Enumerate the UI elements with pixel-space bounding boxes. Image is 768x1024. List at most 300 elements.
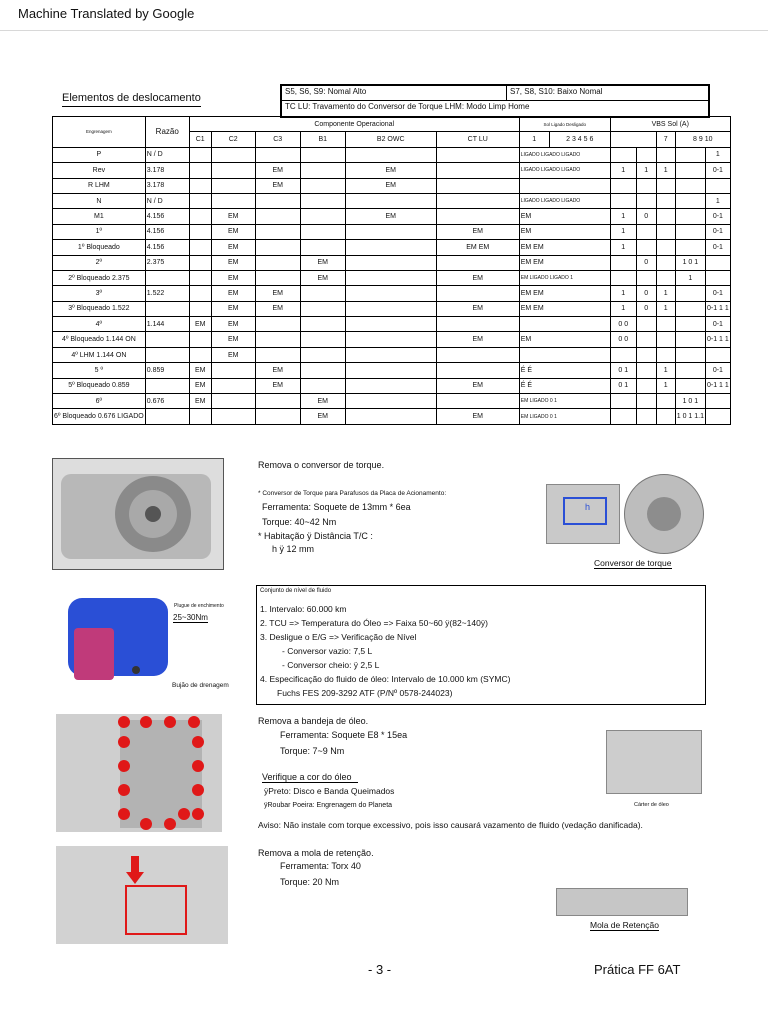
fluid-line-5: - Conversor cheio: ÿ 2,5 L bbox=[282, 660, 380, 670]
table-cell bbox=[656, 394, 675, 409]
table-cell: 0 bbox=[636, 255, 656, 270]
table-cell bbox=[656, 147, 675, 162]
table-cell bbox=[675, 147, 705, 162]
table-cell: 0 0 bbox=[610, 332, 636, 347]
table-cell: EM bbox=[345, 178, 436, 193]
fluid-line-3: 3. Desligue o E/G => Verificação de Nível bbox=[260, 632, 417, 642]
table-cell bbox=[675, 363, 705, 378]
note-cell-right bbox=[507, 86, 708, 101]
sec1-housing: * Habitação ÿ Distância T/C : bbox=[258, 531, 373, 541]
table-cell: EM bbox=[519, 224, 610, 239]
table-cell bbox=[705, 270, 730, 285]
table-cell: Rev bbox=[53, 163, 146, 178]
table-cell: 0 1 bbox=[610, 378, 636, 393]
table-cell: 3º bbox=[53, 286, 146, 301]
table-cell bbox=[636, 378, 656, 393]
table-cell: EM bbox=[436, 224, 519, 239]
table-cell bbox=[345, 301, 436, 316]
table-row bbox=[53, 332, 731, 347]
table-cell: 0-1 bbox=[705, 363, 730, 378]
table-cell bbox=[656, 224, 675, 239]
table-cell bbox=[300, 286, 345, 301]
table-cell: EM bbox=[300, 409, 345, 424]
table-cell: 1 bbox=[610, 209, 636, 224]
sub-header-cell: C1 bbox=[189, 132, 211, 147]
note-left: S5, S6, S9: Nomal Alto bbox=[285, 87, 367, 96]
table-cell: 4.156 bbox=[145, 240, 189, 255]
torque-converter-photo bbox=[624, 474, 704, 554]
table-cell bbox=[145, 347, 189, 362]
table-cell: EM LIGADO LIGADO 1 bbox=[519, 270, 610, 285]
sec1-tool: Ferramenta: Soquete de 13mm * 6ea bbox=[262, 502, 411, 512]
table-cell bbox=[300, 224, 345, 239]
bolt-marker bbox=[192, 760, 204, 772]
table-cell: EM bbox=[436, 270, 519, 285]
table-row bbox=[53, 301, 731, 316]
table-cell bbox=[300, 193, 345, 208]
table-cell: EM EM bbox=[519, 240, 610, 255]
table-cell: 4º LHM 1.144 ON bbox=[53, 347, 146, 362]
sub-header-cell: B1 bbox=[300, 132, 345, 147]
sec3-torque: Torque: 7~9 Nm bbox=[280, 746, 345, 756]
bolt-marker bbox=[164, 716, 176, 728]
table-cell bbox=[610, 147, 636, 162]
table-cell bbox=[675, 347, 705, 362]
table-cell bbox=[519, 347, 610, 362]
table-cell: 0-1 1 1 bbox=[705, 301, 730, 316]
oil-pan-bolts-photo bbox=[56, 714, 222, 832]
table-cell bbox=[675, 178, 705, 193]
table-cell bbox=[436, 394, 519, 409]
fluid-line-2: 2. TCU => Temperatura do Óleo => Faixa 50~60 ÿ(82~140ÿ) bbox=[260, 618, 488, 628]
table-cell bbox=[705, 178, 730, 193]
table-cell: EM bbox=[345, 163, 436, 178]
table-row bbox=[53, 193, 731, 208]
table-cell: EM bbox=[211, 270, 255, 285]
table-cell: 1 bbox=[705, 147, 730, 162]
table-cell: 0-1 1 1 bbox=[705, 378, 730, 393]
table-cell bbox=[656, 270, 675, 285]
table-cell bbox=[610, 347, 636, 362]
sub-header-cell: 7 bbox=[656, 132, 675, 147]
table-cell bbox=[705, 409, 730, 424]
table-row bbox=[53, 378, 731, 393]
bolt-marker bbox=[118, 716, 130, 728]
footer-title: Prática FF 6AT bbox=[594, 962, 681, 977]
table-cell: EM EM bbox=[519, 255, 610, 270]
table-cell bbox=[345, 317, 436, 332]
table-cell: EM bbox=[211, 347, 255, 362]
table-cell bbox=[145, 301, 189, 316]
table-cell bbox=[189, 332, 211, 347]
table-cell bbox=[211, 394, 255, 409]
oil-pan-photo bbox=[606, 730, 702, 794]
fluid-line-1: 1. Intervalo: 60.000 km bbox=[260, 604, 347, 614]
table-cell bbox=[519, 178, 610, 193]
table-cell: EM bbox=[345, 209, 436, 224]
table-cell bbox=[255, 317, 300, 332]
table-cell bbox=[189, 301, 211, 316]
table-cell: 1 bbox=[656, 301, 675, 316]
table-cell bbox=[255, 270, 300, 285]
table-cell bbox=[610, 193, 636, 208]
table-cell bbox=[636, 347, 656, 362]
table-cell bbox=[656, 178, 675, 193]
table-cell bbox=[189, 240, 211, 255]
col-ratio-header: Razão bbox=[145, 117, 189, 148]
sec3-check: Verifique a cor do óleo bbox=[262, 772, 358, 783]
table-cell: 2º Bloqueado 2.375 bbox=[53, 270, 146, 285]
table-cell: EM bbox=[211, 332, 255, 347]
table-cell bbox=[705, 255, 730, 270]
table-cell bbox=[610, 178, 636, 193]
table-cell bbox=[345, 147, 436, 162]
bolt-markers bbox=[56, 714, 222, 832]
table-cell: 4º bbox=[53, 317, 146, 332]
table-cell bbox=[436, 209, 519, 224]
table-cell: N / D bbox=[145, 147, 189, 162]
table-cell: 1 bbox=[636, 163, 656, 178]
table-row bbox=[53, 163, 731, 178]
table-cell: EM bbox=[189, 317, 211, 332]
sec3-warning: Aviso: Não instale com torque excessivo, pois isso causará vazamento de fluido (vedação danificada). bbox=[258, 820, 643, 830]
table-row bbox=[53, 270, 731, 285]
table-cell: EM bbox=[211, 301, 255, 316]
table-cell bbox=[436, 255, 519, 270]
table-row bbox=[53, 363, 731, 378]
table-cell: 1.522 bbox=[145, 286, 189, 301]
table-cell: 0-1 bbox=[705, 317, 730, 332]
table-cell bbox=[189, 270, 211, 285]
table-cell bbox=[636, 363, 656, 378]
table-cell bbox=[705, 347, 730, 362]
bolt-marker bbox=[118, 760, 130, 772]
table-cell bbox=[211, 178, 255, 193]
spring-caption: Mola de Retenção bbox=[590, 920, 659, 930]
table-cell: EM bbox=[300, 270, 345, 285]
table-cell: EM bbox=[436, 378, 519, 393]
table-cell bbox=[145, 409, 189, 424]
sub-header-cell: C2 bbox=[211, 132, 255, 147]
table-cell: EM bbox=[189, 378, 211, 393]
table-cell: EM EM bbox=[519, 301, 610, 316]
table-cell bbox=[345, 409, 436, 424]
table-cell: EM LIGADO 0 1 bbox=[519, 394, 610, 409]
table-cell: 1 bbox=[656, 363, 675, 378]
table-cell: EM bbox=[436, 332, 519, 347]
table-cell bbox=[610, 409, 636, 424]
table-cell bbox=[675, 209, 705, 224]
table-cell bbox=[255, 224, 300, 239]
table-cell bbox=[345, 286, 436, 301]
table-cell bbox=[145, 332, 189, 347]
table-cell: P bbox=[53, 147, 146, 162]
sec3-black: ÿPreto: Disco e Banda Queimados bbox=[264, 786, 395, 796]
table-row bbox=[53, 255, 731, 270]
table-cell bbox=[145, 378, 189, 393]
table-cell: EM bbox=[255, 363, 300, 378]
table-cell: EM bbox=[436, 409, 519, 424]
table-cell: EM bbox=[300, 394, 345, 409]
table-cell bbox=[610, 270, 636, 285]
table-cell: 1 0 1 bbox=[675, 394, 705, 409]
table-cell bbox=[656, 347, 675, 362]
table-cell bbox=[255, 193, 300, 208]
table-cell: 6º bbox=[53, 394, 146, 409]
bolt-marker bbox=[140, 818, 152, 830]
table-cell: EM LIGADO 0 1 bbox=[519, 409, 610, 424]
table-row bbox=[53, 317, 731, 332]
table-cell bbox=[300, 163, 345, 178]
table-cell: EM bbox=[255, 378, 300, 393]
tc-distance-photo bbox=[546, 484, 620, 544]
sub-header-cell: 2 3 4 5 6 bbox=[549, 132, 610, 147]
transmission-drawing bbox=[53, 459, 223, 569]
table-cell bbox=[636, 270, 656, 285]
table-cell bbox=[436, 347, 519, 362]
table-cell: 1 bbox=[675, 270, 705, 285]
table-cell: 1 bbox=[656, 163, 675, 178]
table-cell: 5 º bbox=[53, 363, 146, 378]
table-cell bbox=[675, 286, 705, 301]
bolt-marker bbox=[192, 736, 204, 748]
table-cell: N bbox=[53, 193, 146, 208]
table-cell bbox=[189, 255, 211, 270]
table-cell bbox=[189, 347, 211, 362]
table-cell: 1 bbox=[610, 224, 636, 239]
table-cell: EM EM bbox=[519, 286, 610, 301]
table-cell: 6º Bloqueado 0.676 LIGADO bbox=[53, 409, 146, 424]
table-cell: EM bbox=[436, 301, 519, 316]
col-gear-header: Engrenagem bbox=[53, 117, 146, 148]
transmission-photo bbox=[52, 458, 224, 570]
table-cell: 1 bbox=[610, 286, 636, 301]
table-cell bbox=[436, 193, 519, 208]
table-cell bbox=[675, 301, 705, 316]
note-right: S7, S8, S10: Baixo Nomal bbox=[510, 87, 603, 96]
translation-banner bbox=[0, 0, 768, 31]
table-cell bbox=[656, 409, 675, 424]
table-cell bbox=[656, 255, 675, 270]
table-cell bbox=[436, 317, 519, 332]
bolt-marker bbox=[118, 736, 130, 748]
table-cell: 1º Bloqueado bbox=[53, 240, 146, 255]
table-cell: EM bbox=[189, 363, 211, 378]
table-cell bbox=[345, 240, 436, 255]
table-cell bbox=[211, 363, 255, 378]
table-cell bbox=[255, 409, 300, 424]
table-cell: R LHM bbox=[53, 178, 146, 193]
table-cell: 1 bbox=[656, 378, 675, 393]
bolt-marker bbox=[140, 716, 152, 728]
table-cell bbox=[345, 363, 436, 378]
sec1-h: h ÿ 12 mm bbox=[272, 544, 315, 554]
sub-header-cell bbox=[610, 132, 656, 147]
sub-header-cell: CT LU bbox=[436, 132, 519, 147]
table-cell bbox=[345, 347, 436, 362]
table-cell bbox=[675, 224, 705, 239]
table-cell bbox=[345, 255, 436, 270]
distance-h-label: h bbox=[585, 502, 591, 512]
table-cell: EM bbox=[211, 317, 255, 332]
table-cell bbox=[675, 332, 705, 347]
table-cell: 0-1 bbox=[705, 286, 730, 301]
bolt-marker bbox=[118, 784, 130, 796]
page-number: - 3 - bbox=[368, 962, 392, 977]
table-cell bbox=[300, 347, 345, 362]
sec4-torque: Torque: 20 Nm bbox=[280, 877, 340, 887]
table-row bbox=[53, 224, 731, 239]
table-cell bbox=[345, 224, 436, 239]
table-cell: N / D bbox=[145, 193, 189, 208]
table-cell bbox=[300, 178, 345, 193]
table-cell bbox=[636, 332, 656, 347]
table-cell bbox=[636, 409, 656, 424]
table-cell: 1 0 1 bbox=[675, 255, 705, 270]
table-cell: 1º bbox=[53, 224, 146, 239]
table-cell bbox=[211, 147, 255, 162]
table-cell: 3º Bloqueado 1.522 bbox=[53, 301, 146, 316]
table-cell bbox=[345, 378, 436, 393]
table-cell bbox=[255, 394, 300, 409]
table-cell bbox=[189, 409, 211, 424]
table-cell bbox=[656, 240, 675, 255]
table-cell bbox=[610, 394, 636, 409]
table-cell: 4º Bloqueado 1.144 ON bbox=[53, 332, 146, 347]
table-cell: 0 1 bbox=[610, 363, 636, 378]
table-cell bbox=[656, 209, 675, 224]
table-row bbox=[53, 240, 731, 255]
table-cell bbox=[436, 163, 519, 178]
table-cell bbox=[189, 193, 211, 208]
sec3-tool: Ferramenta: Soquete E8 * 15ea bbox=[280, 730, 408, 740]
table-cell bbox=[300, 363, 345, 378]
table-cell bbox=[189, 178, 211, 193]
table-cell: EM bbox=[300, 255, 345, 270]
table-cell bbox=[255, 209, 300, 224]
table-cell bbox=[636, 317, 656, 332]
sec1-title: Remova o conversor de torque. bbox=[258, 460, 385, 470]
bolt-marker bbox=[192, 808, 204, 820]
sec3-title: Remova a bandeja de óleo. bbox=[258, 716, 369, 726]
table-row bbox=[53, 178, 731, 193]
table-cell bbox=[656, 317, 675, 332]
page-heading: Elementos de deslocamento bbox=[62, 92, 201, 107]
table-cell bbox=[211, 163, 255, 178]
fill-plug-label: Plugue de enchimento bbox=[174, 603, 224, 609]
table-cell: 0.859 bbox=[145, 363, 189, 378]
table-cell bbox=[636, 193, 656, 208]
retention-spring-location-photo bbox=[56, 846, 228, 944]
bolt-marker bbox=[178, 808, 190, 820]
table-cell: 1 bbox=[656, 286, 675, 301]
table-cell bbox=[675, 378, 705, 393]
table-cell: 1 bbox=[610, 163, 636, 178]
table-row bbox=[53, 286, 731, 301]
sub-header-cell: 8 9 10 bbox=[675, 132, 730, 147]
table-cell bbox=[211, 378, 255, 393]
table-cell: 0-1 bbox=[705, 240, 730, 255]
table-cell bbox=[675, 163, 705, 178]
table-cell bbox=[189, 209, 211, 224]
table-cell: 0-1 bbox=[705, 224, 730, 239]
table-cell bbox=[636, 178, 656, 193]
sub-header-cell: C3 bbox=[255, 132, 300, 147]
notes-box bbox=[280, 84, 710, 118]
table-cell: 3.178 bbox=[145, 163, 189, 178]
table-cell: EM bbox=[211, 255, 255, 270]
fill-plug-torque: 25~30Nm bbox=[173, 613, 208, 622]
table-cell bbox=[300, 301, 345, 316]
table-cell bbox=[636, 224, 656, 239]
table-cell: EM bbox=[255, 286, 300, 301]
table-cell bbox=[436, 286, 519, 301]
table-cell: EM bbox=[211, 286, 255, 301]
table-cell: 1 bbox=[610, 240, 636, 255]
bolt-marker bbox=[188, 716, 200, 728]
table-cell bbox=[255, 332, 300, 347]
table-cell bbox=[300, 378, 345, 393]
table-cell bbox=[300, 147, 345, 162]
bolt-marker bbox=[164, 818, 176, 830]
fluid-line-4: - Conversor vazio: 7,5 L bbox=[282, 646, 373, 656]
sec4-tool: Ferramenta: Torx 40 bbox=[280, 861, 361, 871]
table-cell: 0 0 bbox=[610, 317, 636, 332]
table-cell: É É bbox=[519, 363, 610, 378]
table-cell bbox=[610, 255, 636, 270]
table-cell: EM bbox=[211, 224, 255, 239]
sec4-title: Remova a mola de retenção. bbox=[258, 848, 374, 858]
oil-pan-caption: Cárter de óleo bbox=[634, 802, 669, 808]
table-cell: 3.178 bbox=[145, 178, 189, 193]
table-cell bbox=[300, 240, 345, 255]
table-cell: É É bbox=[519, 378, 610, 393]
table-cell: M1 bbox=[53, 209, 146, 224]
table-cell: 0 bbox=[636, 301, 656, 316]
table-cell: 5º Bloqueado 0.859 bbox=[53, 378, 146, 393]
table-cell: 0 bbox=[636, 209, 656, 224]
table-cell bbox=[656, 193, 675, 208]
table-cell: 1 bbox=[705, 193, 730, 208]
table-cell: 0 bbox=[636, 286, 656, 301]
table-cell bbox=[255, 240, 300, 255]
banner-text: Machine Translated by Google bbox=[18, 6, 195, 21]
table-row bbox=[53, 394, 731, 409]
fluid-title: Conjunto de nível de fluido bbox=[260, 588, 332, 594]
table-cell bbox=[189, 163, 211, 178]
table-cell: 4.156 bbox=[145, 209, 189, 224]
retention-spring-photo bbox=[556, 888, 688, 916]
table-cell: LIGADO LIGADO LIGADO bbox=[519, 147, 610, 162]
note-bottom: TC LU: Travamento do Conversor de Torque LHM: Modo Limp Home bbox=[285, 102, 530, 111]
table-cell: EM bbox=[255, 163, 300, 178]
table-cell bbox=[675, 317, 705, 332]
table-cell bbox=[345, 193, 436, 208]
table-cell: LIGADO LIGADO LIGADO bbox=[519, 193, 610, 208]
table-row bbox=[53, 347, 731, 362]
table-cell bbox=[636, 394, 656, 409]
table-cell bbox=[211, 193, 255, 208]
fluid-line-6: 4. Especificação do fluido de óleo: Intervalo de 10.000 km (SYMC) bbox=[260, 674, 511, 684]
table-row bbox=[53, 209, 731, 224]
tc-caption: Conversor de torque bbox=[594, 558, 672, 568]
fluid-level-illustration bbox=[60, 586, 180, 696]
table-cell bbox=[675, 240, 705, 255]
table-cell bbox=[189, 147, 211, 162]
table-cell bbox=[145, 270, 189, 285]
table-cell: 0.676 bbox=[145, 394, 189, 409]
table-cell bbox=[436, 147, 519, 162]
